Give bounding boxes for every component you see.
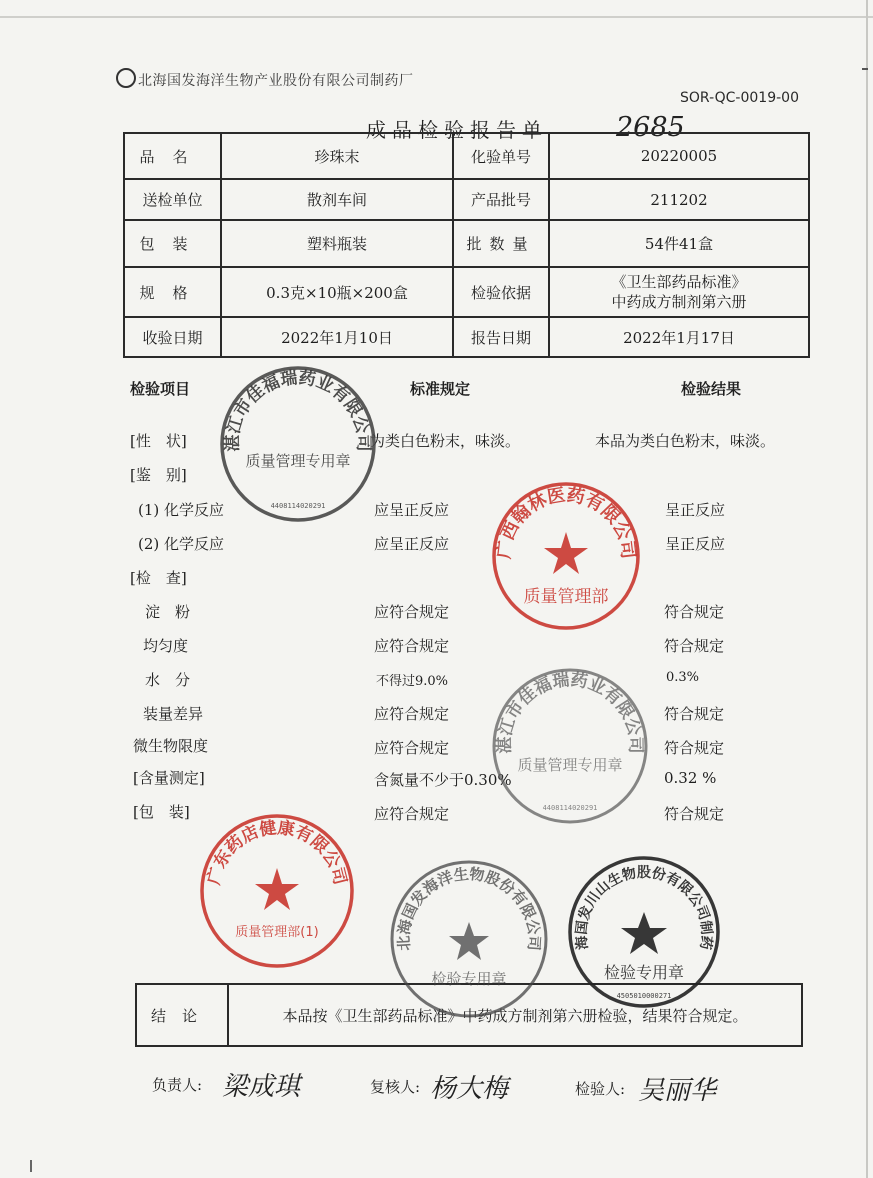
item-starch: 淀 粉 (145, 603, 191, 621)
stamp-6-code: 4505010000271 (616, 992, 672, 1000)
label-test-no: 化验单号 (453, 133, 549, 179)
label-package: 包装 (124, 220, 221, 267)
item-uniformity: 均匀度 (143, 637, 189, 655)
std-microbial: 应符合规定 (374, 739, 450, 757)
responsible-signature: 梁成琪 (222, 1072, 301, 1102)
stamp-1-ring-text: 湛江市佳福瑞药业有限公司 (222, 368, 374, 452)
info-row-package (124, 220, 809, 267)
stamp-1-center-text: 质量管理专用章 (245, 452, 351, 470)
std-appearance: 为类白色粉末，味淡。 (370, 432, 521, 450)
res-chem-1: 呈正反应 (665, 501, 726, 519)
stamp-4-star-icon (255, 868, 299, 910)
stamp-5-star-icon (449, 922, 489, 960)
value-sender: 散剂车间 (221, 179, 453, 220)
label-spec: 规格 (124, 267, 221, 317)
value-test-no: 20220005 (549, 133, 809, 179)
label-batch: 产品批号 (453, 179, 549, 220)
inspector-signature: 吴丽华 (638, 1076, 717, 1106)
info-row-spec (124, 267, 809, 317)
document-number: SOR-QC-0019-00 (680, 90, 799, 106)
res-appearance: 本品为类白色粉末，味淡。 (595, 432, 776, 450)
res-microbial: 符合规定 (664, 739, 725, 757)
res-assay: 0.32 % (664, 769, 717, 787)
label-report-date: 报告日期 (453, 317, 549, 357)
std-assay: 含氮量不少于0.30% (374, 771, 512, 789)
value-batch: 211202 (549, 179, 809, 220)
item-inspection: [检 查] (130, 569, 187, 587)
item-identification: [鉴 别] (130, 466, 187, 484)
std-fill-variation: 应符合规定 (374, 705, 450, 723)
stamp-3-code: 4408114020291 (542, 804, 598, 812)
item-fill-variation: 装量差异 (143, 705, 204, 723)
company-name: 北海国发海洋生物产业股份有限公司制药厂 (138, 73, 414, 89)
std-packaging: 应符合规定 (374, 805, 450, 823)
stamp-inspection-5 (388, 858, 550, 1020)
label-product-name: 品名 (124, 133, 221, 179)
std-chem-2: 应呈正反应 (374, 535, 450, 553)
stamp-quality-4 (198, 812, 356, 970)
info-row-name (124, 133, 809, 179)
stamp-2-center-text: 质量管理部 (523, 587, 609, 607)
inspector-label: 检验人: (575, 1080, 626, 1098)
label-basis: 检验依据 (453, 267, 549, 317)
stamp-inspection-6 (559, 842, 722, 1010)
stamp-5-center-text: 检验专用章 (431, 970, 507, 988)
label-received: 收验日期 (124, 317, 221, 357)
value-basis (549, 267, 809, 317)
label-sender: 送检单位 (124, 179, 221, 220)
product-info-table (123, 132, 810, 358)
value-report-date: 2022年1月17日 (549, 317, 809, 357)
handwritten-number: 2685 (616, 112, 685, 143)
std-uniformity: 应符合规定 (374, 637, 450, 655)
basis-line-2: 中药成方制剂第六册 (611, 293, 747, 311)
scan-edge-right (866, 0, 868, 1178)
res-uniformity: 符合规定 (664, 637, 725, 655)
stamp-6-ring-text: 北海国发川山生物股份有限公司制药厂 (559, 842, 715, 951)
responsible-label: 负责人: (152, 1076, 203, 1094)
col-header-standard: 标准规定 (410, 380, 471, 398)
stamp-2-ring-text: 广西翰林医药有限公司 (493, 484, 639, 561)
std-chem-1: 应呈正反应 (374, 501, 450, 519)
col-header-item: 检验项目 (130, 380, 191, 398)
scan-mark-bottom (30, 1160, 32, 1172)
company-header (116, 68, 414, 90)
item-appearance: [性 状] (130, 432, 187, 450)
stamp-quality-3 (490, 666, 650, 826)
item-chem-2: (2) 化学反应 (138, 535, 225, 553)
res-starch: 符合规定 (664, 603, 725, 621)
std-starch: 应符合规定 (374, 603, 450, 621)
res-chem-2: 呈正反应 (665, 535, 726, 553)
conclusion-text: 本品按《卫生部药品标准》中药成方制剂第六册检验，结果符合规定。 (228, 984, 802, 1046)
res-packaging: 符合规定 (664, 805, 725, 823)
company-logo-icon (116, 68, 136, 88)
item-assay: [含量测定] (133, 769, 205, 787)
stamp-6-star-icon (621, 912, 667, 954)
value-quantity: 54件41盒 (549, 220, 809, 267)
stamp-3-center-text: 质量管理专用章 (517, 756, 623, 774)
label-quantity: 批数量 (453, 220, 549, 267)
info-row-sender (124, 179, 809, 220)
conclusion-label: 结论 (136, 984, 228, 1046)
stamp-5-ring-text: 北海国发海洋生物股份有限公司 (394, 864, 544, 952)
item-chem-1: (1) 化学反应 (138, 501, 225, 519)
res-moisture: 0.3% (666, 670, 700, 685)
stamp-4-center-text: 质量管理部(1) (235, 925, 319, 940)
reviewer-signature: 杨大梅 (430, 1074, 509, 1104)
stamp-quality-2 (490, 480, 642, 632)
value-package: 塑料瓶装 (221, 220, 453, 267)
value-product-name: 珍珠末 (221, 133, 453, 179)
report-title: 成品检验报告单 (366, 118, 548, 142)
std-moisture: 不得过9.0% (376, 674, 449, 689)
stamp-3-ring-text: 湛江市佳福瑞药业有限公司 (494, 670, 646, 754)
stamp-2-star-icon (544, 532, 588, 574)
stamp-6-center-text: 检验专用章 (603, 963, 685, 982)
scan-edge-top (0, 16, 873, 18)
stamp-4-ring-text: 广东药店健康有限公司 (204, 818, 350, 887)
value-spec: 0.3克×10瓶×200盒 (221, 267, 453, 317)
item-microbial: 微生物限度 (133, 737, 209, 755)
item-moisture: 水 分 (145, 671, 191, 689)
res-fill-variation: 符合规定 (664, 705, 725, 723)
reviewer-label: 复核人: (370, 1078, 421, 1096)
info-row-dates (124, 317, 809, 357)
value-received: 2022年1月10日 (221, 317, 453, 357)
scan-mark (862, 68, 868, 70)
col-header-result: 检验结果 (681, 380, 742, 398)
item-packaging: [包 装] (133, 803, 190, 821)
stamp-1-code: 4408114020291 (270, 502, 326, 510)
basis-line-1: 《卫生部药品标准》 (611, 273, 747, 291)
stamp-quality-1 (218, 364, 378, 524)
